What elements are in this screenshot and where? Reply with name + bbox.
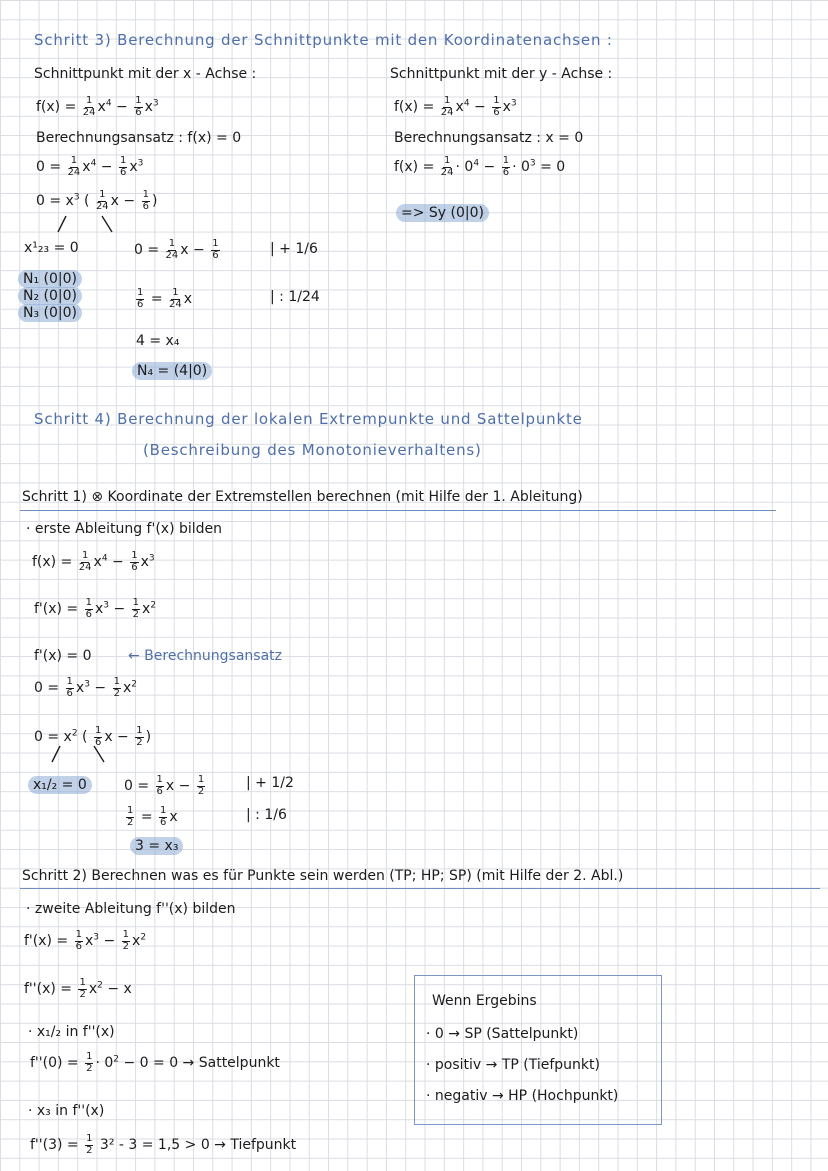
op-plus-2: | + 1/2 xyxy=(246,775,294,791)
root-n3-text: N₃ (0|0) xyxy=(18,304,82,322)
sy-result-text: => Sy (0|0) xyxy=(396,204,489,222)
f-second-at-0: f''(0) = $\frac{1}{2}$ · $0^2 - 0 = 0$ → Sattelpunkt xyxy=(30,1051,280,1074)
x4-line: 4 = x₄ xyxy=(136,333,180,349)
n4-text: N₄ = (4|0) xyxy=(132,362,212,380)
x3-result xyxy=(130,839,183,853)
result2-text: 3² - 3 = 1,5 > 0 → Tiefpunkt xyxy=(99,1137,297,1153)
y-axis-heading: Schnittpunkt mit der y - Achse : xyxy=(390,66,613,82)
x12-zero-text: x₁/₂ = 0 xyxy=(28,776,92,794)
x-axis-heading: Schnittpunkt mit der x - Achse : xyxy=(34,66,257,82)
step2-title: Schritt 2) Berechnen was es für Punkte sein werden (TP; HP; SP) (mit Hilfe der 2. Abl.) xyxy=(22,868,624,884)
schritt3-title: Schritt 3) Berechnung der Schnittpunkte mit den Koordinatenachsen : xyxy=(34,31,613,49)
branch-lines-2 xyxy=(44,744,114,768)
x12-zero xyxy=(28,778,92,792)
sub1-label: · x₁/₂ in f''(x) xyxy=(28,1024,115,1040)
step1-rule xyxy=(20,510,776,511)
result1-text: = 0 → Sattelpunkt xyxy=(153,1055,280,1071)
legend-item-hp: · negativ → HP (Hochpunkt) xyxy=(426,1088,619,1104)
f-prime-def-2: f'(x) = $\frac{1}{6}$ $x^3$ − $\frac{1}{2}$ $x^2$ xyxy=(24,929,147,952)
sub2-label: · x₃ in f''(x) xyxy=(28,1103,105,1119)
factored-equation: $0 = x^3$ ( $\frac{1}{24}$ x − $\frac{1}{6}$ ) xyxy=(36,189,158,212)
equation-zero: 0 = $\frac{1}{24}$ $x^4$ − $\frac{1}{6}$ $x^3$ xyxy=(36,155,144,178)
function-def-left: f(x) = $\frac{1}{24}$ $x^4$ − $\frac{1}{6}$ $x^3$ xyxy=(36,95,159,118)
step1-title: Schritt 1) ⊗ Koordinate der Extremstellen berechnen (mit Hilfe der 1. Ableitung) xyxy=(22,489,583,505)
x-zero-label: x¹₂₃ = 0 xyxy=(24,240,79,256)
x3-text: 3 = x₃ xyxy=(130,837,183,855)
step2-intro: · zweite Ableitung f''(x) bilden xyxy=(26,901,236,917)
linear-eq: 0 = $\frac{1}{24}$ x − $\frac{1}{6}$ xyxy=(134,238,219,261)
root-n2 xyxy=(18,289,82,303)
op-divide: | : 1/24 xyxy=(270,289,320,305)
function-def-right: f(x) = $\frac{1}{24}$ $x^4$ − $\frac{1}{6}$ $x^3$ xyxy=(394,95,517,118)
sy-result xyxy=(396,206,489,220)
derivative-factored: $0 = x^2$ ( $\frac{1}{6}$ x − $\frac{1}{2}$ ) xyxy=(34,725,152,748)
derivative-zero-eq: 0 = $\frac{1}{6}$ $x^3$ − $\frac{1}{2}$ $x^2$ xyxy=(34,676,137,699)
legend-title: Wenn Ergebins xyxy=(432,993,537,1009)
legend-item-tp: · positiv → TP (Tiefpunkt) xyxy=(426,1057,600,1073)
root-n1 xyxy=(18,272,82,286)
step1-intro: · erste Ableitung f'(x) bilden xyxy=(26,521,223,537)
root-n1-text: N₁ (0|0) xyxy=(18,270,82,288)
y-axis-ansatz: Berechnungsansatz : x = 0 xyxy=(394,130,584,146)
schritt4-subtitle: (Beschreibung des Monotonieverhaltens) xyxy=(143,441,482,459)
schritt4-title: Schritt 4) Berechnung der lokalen Extrempunkte und Sattelpunkte xyxy=(34,410,583,428)
legend-item-sp: · 0 → SP (Sattelpunkt) xyxy=(426,1026,579,1042)
f-prime-zero: f'(x) = 0 xyxy=(34,648,92,664)
branch-lines xyxy=(50,214,120,238)
n4-result xyxy=(132,364,212,378)
linear-eq-2: 0 = $\frac{1}{6}$ x − $\frac{1}{2}$ xyxy=(124,774,205,797)
f-prime-def: f'(x) = $\frac{1}{6}$ $x^3$ − $\frac{1}{2}$ $x^2$ xyxy=(34,597,157,620)
op-plus: | + 1/6 xyxy=(270,241,318,257)
f-second-at-3: f''(3) = $\frac{1}{2}$ 3² - 3 = 1,5 > 0 → Tiefpunkt xyxy=(30,1133,297,1156)
ansatz-arrow-label: ← Berechnungsansatz xyxy=(128,648,282,664)
f-def: f(x) = $\frac{1}{24}$ $x^4$ − $\frac{1}{6}$ $x^3$ xyxy=(32,550,155,573)
scaled-eq-2: $\frac{1}{2}$ = $\frac{1}{6}$ x xyxy=(127,805,178,828)
root-n3 xyxy=(18,306,82,320)
scaled-eq: $\frac{1}{6}$ = $\frac{1}{24}$ x xyxy=(137,287,193,310)
op-divide-2: | : 1/6 xyxy=(246,807,287,823)
f-second-def: f''(x) = $\frac{1}{2}$ $x^2 - x$ xyxy=(24,977,132,1000)
step2-rule xyxy=(20,888,820,889)
y-axis-calc: f(x) = $\frac{1}{24}$ · $0^4$ − $\frac{1}{6}$ · $0^3 = 0$ xyxy=(394,155,566,178)
root-n2-text: N₂ (0|0) xyxy=(18,287,82,305)
x-axis-ansatz: Berechnungsansatz : f(x) = 0 xyxy=(36,130,242,146)
